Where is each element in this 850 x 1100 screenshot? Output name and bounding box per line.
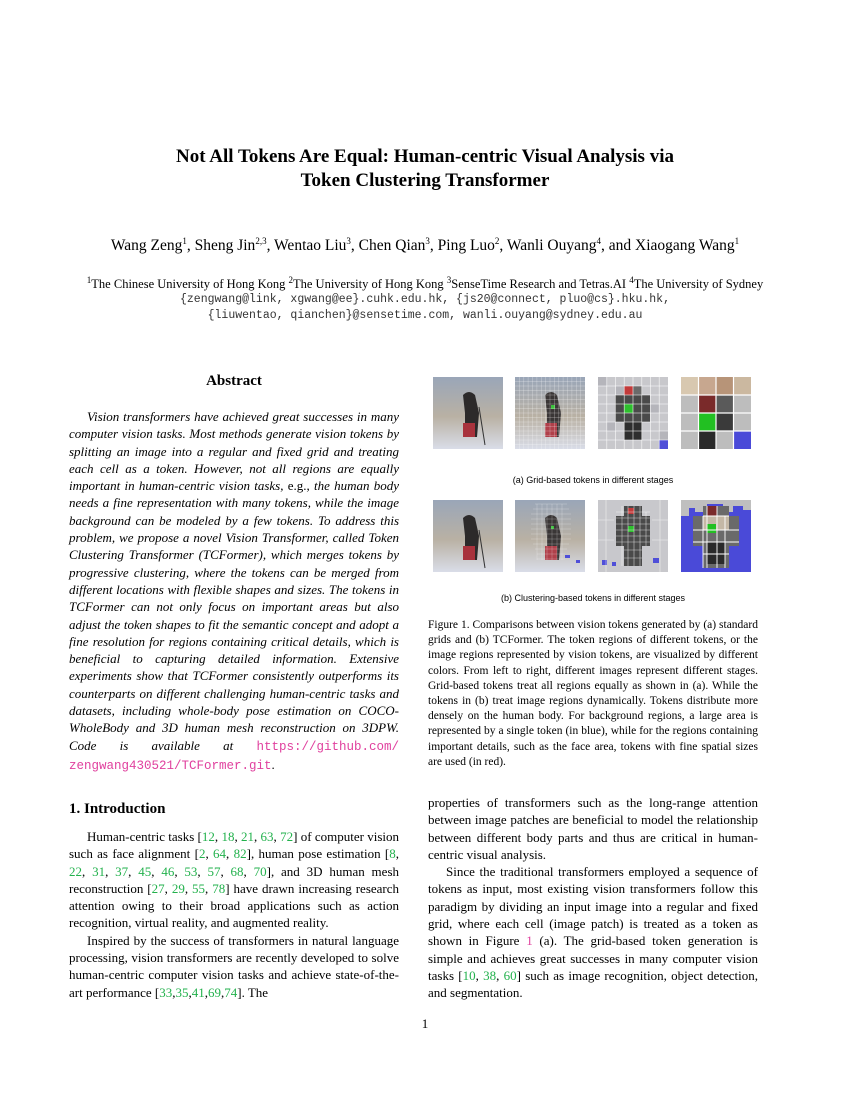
citation-link[interactable]: 46 — [161, 863, 175, 879]
page-number: 1 — [421, 1016, 429, 1031]
cluster-token-stage-2-image — [515, 500, 585, 572]
author-name: Wanli Ouyang — [506, 237, 597, 254]
citation-link[interactable]: 31 — [92, 863, 106, 879]
citation-link[interactable]: 10 — [462, 967, 476, 983]
emails-line-1: {zengwang@link, xgwang@ee}.cuhk.edu.hk, {js20@connect, pluo@cs}.hku.hk, — [180, 293, 670, 306]
cluster-stage-2-svg — [515, 500, 585, 572]
citation-link[interactable]: 41 — [191, 984, 205, 1000]
affiliation-marker: 3 — [446, 274, 452, 285]
author-affiliation-marker: 4 — [596, 235, 601, 246]
subcaption-b: (b) Clustering-based tokens in different stages — [501, 593, 685, 603]
cluster-stage-4-svg — [681, 500, 751, 572]
affiliation-name: The University of Sydney — [633, 277, 764, 291]
cluster-stage-3-svg — [598, 500, 668, 572]
abstract-eg: e.g. — [287, 478, 307, 494]
author-name: Wang Zeng — [110, 237, 183, 254]
author-name: Xiaogang Wang — [635, 237, 735, 254]
citation-link[interactable]: 8 — [389, 846, 396, 862]
citation-link[interactable]: 37 — [115, 863, 129, 879]
code-link-line-2[interactable]: zengwang430521/TCFormer.git — [69, 758, 272, 773]
citation-link[interactable]: 2 — [198, 846, 206, 862]
grid-token-stage-3-image — [598, 377, 668, 449]
author-affiliation-marker: 2 — [494, 235, 500, 246]
figure-reference-link[interactable]: 1 — [526, 933, 533, 949]
citation-link[interactable]: 35 — [175, 984, 189, 1000]
citation-link[interactable]: 60 — [503, 967, 517, 983]
citation-link[interactable]: 53 — [184, 863, 198, 879]
intro-left-column — [69, 828, 399, 1001]
citation-link[interactable]: 12 — [201, 829, 215, 844]
author-affiliation-marker: 1 — [734, 235, 740, 246]
affiliations — [0, 276, 850, 324]
abstract-text-a: Vision transformers have achieved great successes in many computer vision tasks. Most methods generate vision tokens by splitting an image into a regular and fixed grid and treating each cell as a token. However, not all regions are equally important in human-centric vision tasks, — [69, 409, 399, 494]
grid-stage-4-svg — [681, 377, 751, 449]
citation-link[interactable]: 78 — [212, 880, 226, 896]
affiliation-line — [0, 276, 850, 292]
abstract-body — [69, 408, 399, 775]
citation-link[interactable]: 63 — [260, 829, 274, 844]
citation-link[interactable]: 82 — [233, 846, 247, 862]
grid-token-stage-1-image — [433, 377, 503, 449]
author-affiliation-marker: 1 — [182, 235, 187, 246]
citation-link[interactable]: 57 — [207, 863, 221, 879]
cluster-token-stage-4-image — [681, 500, 751, 572]
title-line-1: Not All Tokens Are Equal: Human-centric Visual Analysis via — [176, 146, 674, 167]
abstract-text-b: , the human body needs a fine representation with many tokens, while the image background can be modeled by a few tokens. To address this problem, we propose a novel Vision Transformer, called Token Clustering Transformer (TCFormer), which merges tokens by progressive clustering, where the tokens can be merged from different locations with flexible shapes and sizes. The tokens in TCFormer can not only focus on important areas but also adjust the token shapes to fit the semantic concept and adopt a fine resolution for regions containing critical details, which is beneficial to capturing detailed information. Extensive experiments show that TCFormer consistently outperforms its counterparts on different challenging human-centric tasks and datasets, including whole-body pose estimation on COCO-WholeBody and 3D human mesh reconstruction on 3DPW. Code is available at — [69, 478, 400, 753]
intro-paragraph-2: Inspired by the success of transformers in natural language processing, vision transformers are recently developed to solve human-centric computer vision tasks and achieve state-of-the-art performance [33,35,41,69,74]. The — [69, 932, 399, 1000]
figure-1-caption: Figure 1. Comparisons between vision tokens generated by (a) standard grids and (b) TCFormer. The token regions of different tokens, or the image regions represented by vision tokens, are visualized by different colors. From left to right, different images represent different stages. Grid-based tokens treat all regions equally as shown in (a). While the tokens in (b) treat image regions dynamically. Tokens distribute more densely on the human body. For background regions, a large area is represented by a single token (in blue), while for the regions containing important details, such as the face area, tokens with fine spatial sizes are used (in red). — [428, 619, 758, 768]
citation-link[interactable]: 22 — [69, 863, 82, 879]
citation-link[interactable]: 38 — [483, 967, 497, 983]
abstract-end: . — [271, 756, 275, 772]
author-affiliation-marker: 3 — [346, 235, 351, 246]
citation-link[interactable]: 74 — [224, 984, 238, 1000]
abstract-paragraph — [69, 408, 399, 775]
citation-link[interactable]: 45 — [138, 863, 152, 879]
grid-stage-1-svg — [433, 377, 503, 449]
citation-link[interactable]: 55 — [192, 880, 206, 896]
affiliation-name: The University of Hong Kong — [293, 277, 444, 291]
author-affiliation-marker: 2,3 — [255, 235, 267, 246]
cluster-token-stage-1-image — [433, 500, 503, 572]
citation-link[interactable]: 29 — [171, 880, 185, 896]
emails-line-2: {liuwentao, qianchen}@sensetime.com, wanli.ouyang@sydney.edu.au — [207, 309, 643, 322]
grid-token-stage-4-image — [681, 377, 751, 449]
citation-link[interactable]: 18 — [221, 829, 235, 844]
paper-title — [0, 145, 850, 193]
intro-paragraph-3: properties of transformers such as the long-range attention between image patches are beneficial to model the relationship between different body parts and thus are critical in human-centric visual analysis. — [428, 795, 758, 862]
citation-link[interactable]: 21 — [240, 829, 254, 844]
author-name: Ping Luo — [437, 237, 495, 254]
intro-right-column — [428, 794, 758, 1002]
citation-link[interactable]: 33 — [159, 984, 173, 1000]
affiliation-marker: 1 — [86, 274, 92, 285]
affiliation-name: The Chinese University of Hong Kong — [91, 277, 286, 291]
affiliation-marker: 4 — [629, 274, 634, 285]
citation-link[interactable]: 70 — [253, 863, 267, 879]
section-heading-introduction: 1. Introduction — [69, 801, 166, 817]
cluster-token-stage-3-image — [598, 500, 668, 572]
subcaption-a: (a) Grid-based tokens in different stages — [512, 475, 674, 485]
intro-paragraph-1: Human-centric tasks [12, 18, 21, 63, 72] of computer vision such as face alignment [2, 64, 82], human pose estimation [8, 22, 31, 37, 45, 46, 53, 57, 68, 70], and 3D human mesh reconstruction [27, 29, 55, 78] have drawn increasing research attention owing to their broad applications such as action recognition, virtual reality, and augmented reality. — [69, 829, 400, 931]
cluster-stage-1-svg — [433, 500, 503, 572]
citation-link[interactable]: 72 — [280, 829, 294, 844]
author-name: Sheng Jin — [194, 237, 256, 254]
code-link-line-1[interactable]: https://github.com/ — [256, 739, 399, 754]
intro-paragraph-4: Since the traditional transformers employed a sequence of tokens as input, most existing vision transformers follow this paradigm by dividing an input image into a regular and fixed grid, where each cell (image patch) is treated as a token as shown in Figure 1 (a). The grid-based token generation is simple and achieves great successes in many computer vision tasks [10, 38, 60] such as image recognition, object detection, and segmentation. — [428, 864, 759, 1001]
citation-link[interactable]: 27 — [151, 880, 165, 896]
grid-stage-3-svg — [598, 377, 668, 449]
citation-link[interactable]: 68 — [230, 863, 244, 879]
citation-link[interactable]: 69 — [207, 984, 221, 1000]
affiliation-marker: 2 — [288, 274, 293, 285]
author-list: Wang Zeng$^1$, Sheng Jin$^{2,3}$, Wentao Liu$^3$, Chen Qian$^3$, Ping Luo$^2$, Wanli Ouyang$^4$, and Xiaogang Wang$^1$ — [110, 235, 740, 254]
title-line-2: Token Clustering Transformer — [300, 170, 550, 191]
citation-link[interactable]: 64 — [213, 846, 227, 862]
grid-stage-2-svg — [515, 377, 585, 449]
abstract-heading: Abstract — [206, 373, 262, 389]
grid-token-stage-2-image — [515, 377, 585, 449]
author-name: Chen Qian — [358, 237, 426, 254]
author-affiliation-marker: 3 — [425, 235, 430, 246]
affiliation-name: SenseTime Research and Tetras.AI — [451, 277, 627, 291]
author-name: Wentao Liu — [274, 237, 347, 254]
